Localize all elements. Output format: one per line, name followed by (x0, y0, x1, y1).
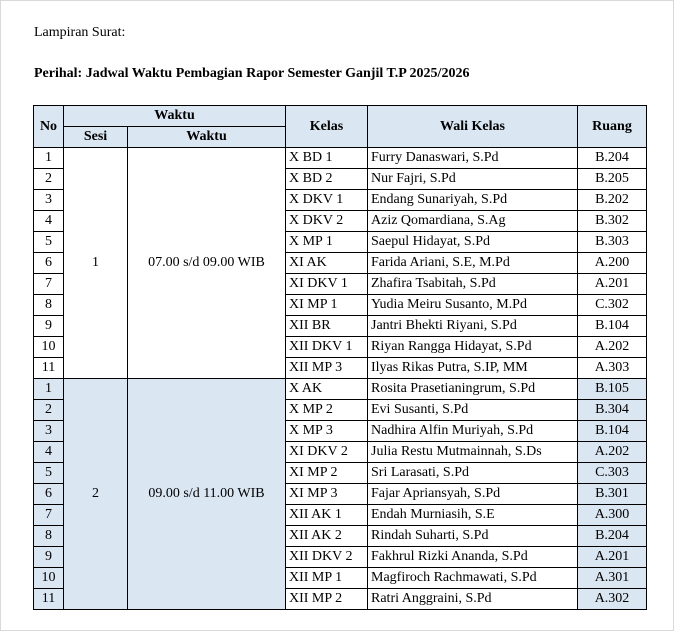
table-row (34, 148, 647, 169)
cell-no: 9 (34, 547, 64, 568)
cell-wali-kelas: Fajar Apriansyah, S.Pd (368, 484, 578, 505)
cell-no: 5 (34, 463, 64, 484)
cell-wali-kelas: Fakhrul Rizki Ananda, S.Pd (368, 547, 578, 568)
cell-kelas: X AK (286, 379, 368, 400)
cell-kelas: XII BR (286, 316, 368, 337)
cell-wali-kelas: Ratri Anggraini, S.Pd (368, 589, 578, 610)
header-waktu: Waktu (128, 127, 286, 148)
cell-kelas: XI MP 3 (286, 484, 368, 505)
cell-ruang: B.202 (578, 190, 647, 211)
cell-no: 1 (34, 148, 64, 169)
cell-waktu: 07.00 s/d 09.00 WIB (128, 148, 286, 379)
table-row (34, 379, 647, 400)
cell-ruang: B.205 (578, 169, 647, 190)
schedule-body (34, 148, 647, 610)
cell-ruang: B.302 (578, 211, 647, 232)
cell-wali-kelas: Rindah Suharti, S.Pd (368, 526, 578, 547)
cell-kelas: X MP 3 (286, 421, 368, 442)
header-wali-kelas: Wali Kelas (368, 106, 578, 148)
cell-kelas: X DKV 2 (286, 211, 368, 232)
header-no: No (34, 106, 64, 148)
cell-kelas: XI AK (286, 253, 368, 274)
cell-ruang: B.204 (578, 526, 647, 547)
cell-kelas: X BD 2 (286, 169, 368, 190)
cell-ruang: B.303 (578, 232, 647, 253)
cell-waktu: 09.00 s/d 11.00 WIB (128, 379, 286, 610)
cell-no: 10 (34, 568, 64, 589)
cell-no: 7 (34, 505, 64, 526)
header-kelas: Kelas (286, 106, 368, 148)
cell-kelas: X BD 1 (286, 148, 368, 169)
cell-wali-kelas: Nadhira Alfin Muriyah, S.Pd (368, 421, 578, 442)
cell-no: 4 (34, 442, 64, 463)
cell-kelas: XI DKV 1 (286, 274, 368, 295)
cell-kelas: XII MP 1 (286, 568, 368, 589)
cell-kelas: XII MP 3 (286, 358, 368, 379)
cell-ruang: C.302 (578, 295, 647, 316)
cell-kelas: XII DKV 2 (286, 547, 368, 568)
cell-wali-kelas: Jantri Bhekti Riyani, S.Pd (368, 316, 578, 337)
cell-ruang: B.105 (578, 379, 647, 400)
cell-wali-kelas: Endah Murniasih, S.E (368, 505, 578, 526)
cell-kelas: XI MP 2 (286, 463, 368, 484)
cell-kelas: X MP 2 (286, 400, 368, 421)
cell-wali-kelas: Furry Danaswari, S.Pd (368, 148, 578, 169)
cell-ruang: A.201 (578, 274, 647, 295)
cell-kelas: X MP 1 (286, 232, 368, 253)
cell-ruang: A.302 (578, 589, 647, 610)
cell-wali-kelas: Yudia Meiru Susanto, M.Pd (368, 295, 578, 316)
cell-wali-kelas: Aziz Qomardiana, S.Ag (368, 211, 578, 232)
cell-no: 1 (34, 379, 64, 400)
header-sesi: Sesi (64, 127, 128, 148)
cell-ruang: A.202 (578, 442, 647, 463)
cell-no: 4 (34, 211, 64, 232)
cell-no: 2 (34, 400, 64, 421)
cell-kelas: XI MP 1 (286, 295, 368, 316)
cell-no: 10 (34, 337, 64, 358)
cell-kelas: XI DKV 2 (286, 442, 368, 463)
cell-ruang: A.301 (578, 568, 647, 589)
header-waktu-group: Waktu (64, 106, 286, 127)
cell-no: 9 (34, 316, 64, 337)
cell-wali-kelas: Zhafira Tsabitah, S.Pd (368, 274, 578, 295)
cell-ruang: B.301 (578, 484, 647, 505)
schedule-table (33, 105, 647, 610)
cell-ruang: A.200 (578, 253, 647, 274)
cell-kelas: X DKV 1 (286, 190, 368, 211)
cell-ruang: A.300 (578, 505, 647, 526)
cell-no: 6 (34, 484, 64, 505)
header-ruang: Ruang (578, 106, 647, 148)
cell-no: 11 (34, 358, 64, 379)
cell-no: 3 (34, 421, 64, 442)
cell-kelas: XII AK 1 (286, 505, 368, 526)
cell-wali-kelas: Julia Restu Mutmainnah, S.Ds (368, 442, 578, 463)
cell-wali-kelas: Nur Fajri, S.Pd (368, 169, 578, 190)
cell-wali-kelas: Rosita Prasetianingrum, S.Pd (368, 379, 578, 400)
cell-sesi: 1 (64, 148, 128, 379)
cell-wali-kelas: Sri Larasati, S.Pd (368, 463, 578, 484)
cell-ruang: B.104 (578, 316, 647, 337)
cell-ruang: B.204 (578, 148, 647, 169)
cell-kelas: XII DKV 1 (286, 337, 368, 358)
cell-no: 11 (34, 589, 64, 610)
cell-ruang: A.202 (578, 337, 647, 358)
cell-wali-kelas: Ilyas Rikas Putra, S.IP, MM (368, 358, 578, 379)
cell-no: 3 (34, 190, 64, 211)
cell-wali-kelas: Farida Ariani, S.E, M.Pd (368, 253, 578, 274)
cell-kelas: XII MP 2 (286, 589, 368, 610)
cell-ruang: B.104 (578, 421, 647, 442)
cell-wali-kelas: Riyan Rangga Hidayat, S.Pd (368, 337, 578, 358)
cell-no: 5 (34, 232, 64, 253)
cell-wali-kelas: Evi Susanti, S.Pd (368, 400, 578, 421)
cell-ruang: A.201 (578, 547, 647, 568)
cell-no: 2 (34, 169, 64, 190)
cell-wali-kelas: Magfiroch Rachmawati, S.Pd (368, 568, 578, 589)
cell-ruang: A.303 (578, 358, 647, 379)
cell-ruang: B.304 (578, 400, 647, 421)
cell-ruang: C.303 (578, 463, 647, 484)
lampiran-label: Lampiran Surat: (34, 25, 126, 40)
cell-wali-kelas: Saepul Hidayat, S.Pd (368, 232, 578, 253)
perihal-title: Perihal: Jadwal Waktu Pembagian Rapor Semester Ganjil T.P 2025/2026 (34, 66, 470, 81)
cell-no: 7 (34, 274, 64, 295)
header-row-1 (34, 106, 647, 127)
cell-sesi: 2 (64, 379, 128, 610)
cell-no: 8 (34, 295, 64, 316)
cell-no: 8 (34, 526, 64, 547)
cell-no: 6 (34, 253, 64, 274)
cell-wali-kelas: Endang Sunariyah, S.Pd (368, 190, 578, 211)
cell-kelas: XII AK 2 (286, 526, 368, 547)
